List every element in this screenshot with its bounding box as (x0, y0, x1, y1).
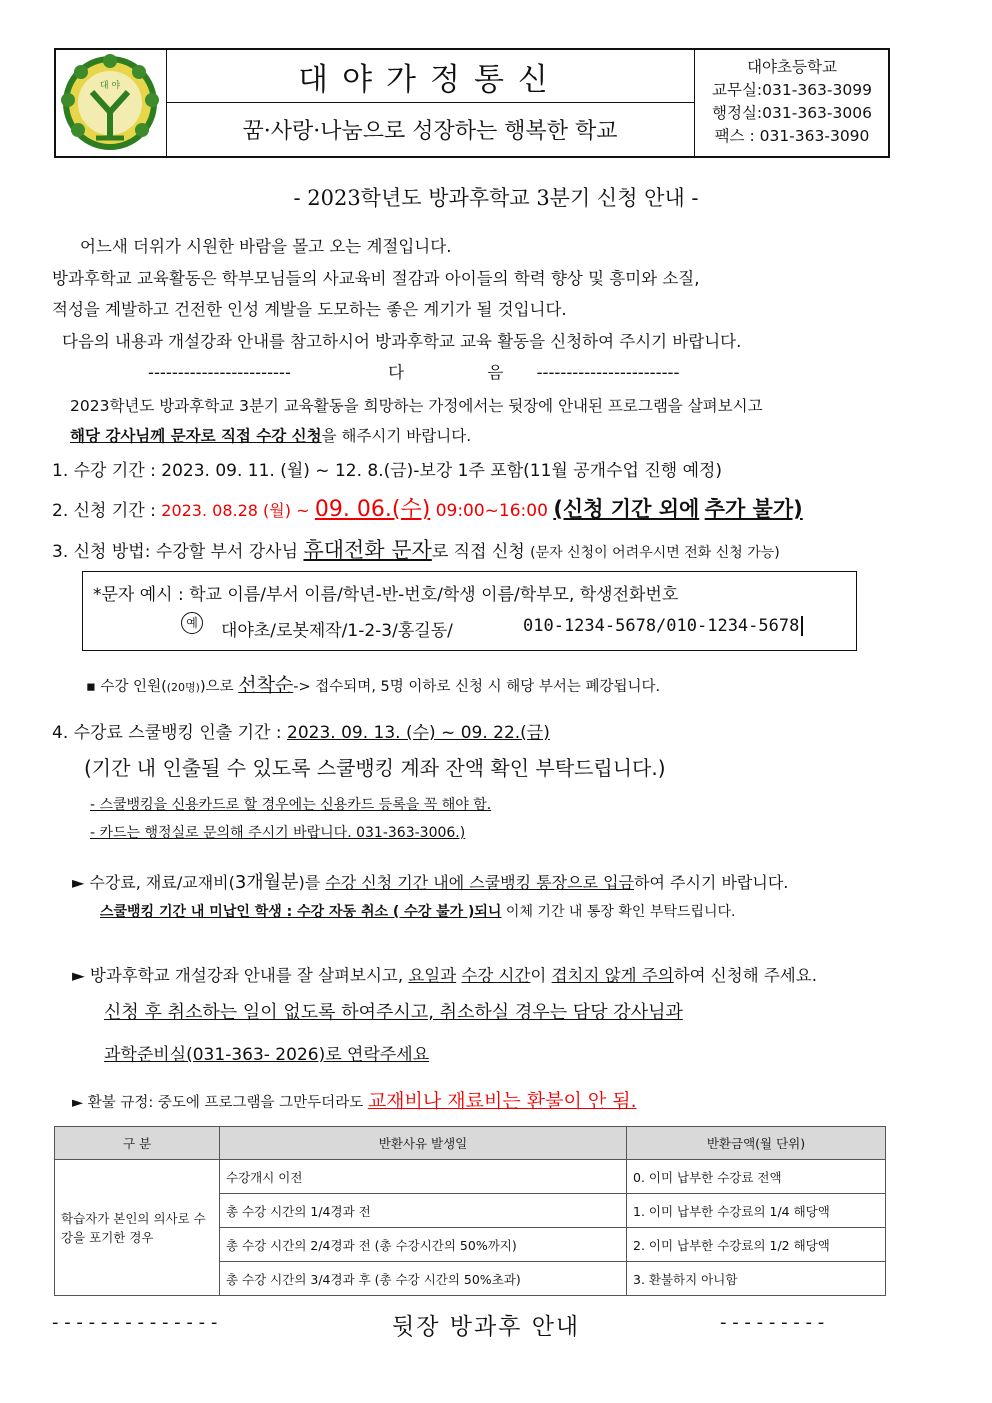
item-2-start: 2023. 08.28 (월) ~ (161, 501, 310, 520)
notice-rest: 을 해주시기 바랍니다. (321, 427, 472, 445)
capacity-e: -> 접수되며, 5명 이하로 신청 시 해당 부서는 폐강됩니다. (293, 679, 661, 695)
capacity-first-come: 선착순 (238, 674, 294, 696)
notice-line-2 (70, 424, 471, 446)
footer-dashes-left: - - - - - - - - - - - - - - (52, 1312, 218, 1333)
sms-example-line-2: 대야초/로봇제작/1-2-3/홍길동/ (221, 621, 453, 641)
capacity-b: (20명) (166, 681, 200, 694)
intro-line-1: 어느새 더위가 시원한 바람을 몰고 오는 계절입니다. (80, 237, 452, 256)
notice-line-1: 2023학년도 방과후학교 3분기 교육활동을 희망하는 가정에서는 뒷장에 안내된 프로그램을 살펴보시고 (70, 397, 763, 415)
bullet-2-c: 수강 시간 (461, 966, 531, 985)
item-2-label: 2. 신청 기간 : (52, 501, 156, 521)
bullet-1-f: 스쿨뱅킹 기간 내 미납인 학생 : 수강 자동 취소 ( 수강 불가 )되니 (100, 904, 502, 920)
title-cell (166, 50, 695, 156)
bullet-1-line-2 (100, 901, 735, 921)
item-4-withdrawal (52, 718, 550, 743)
table-cell-amount: 2. 이미 납부한 수강료의 1/2 해당액 (627, 1228, 886, 1262)
sms-example-line-1: *문자 예시 : 학교 이름/부서 이름/학년-반-번호/학생 이름/학부모, 학생전화번호 (93, 585, 679, 605)
refund-table (54, 1126, 886, 1296)
bullet-2-d: 이 (530, 966, 547, 985)
fax-number: 팩스 : 031-363-3090 (714, 127, 870, 145)
intro-line-3: 적성을 계발하고 건전한 인성 계발을 도모하는 좋은 계기가 될 것입니다. (52, 300, 567, 319)
bullet-2-a: ► 방과후학교 개설강좌 안내를 잘 살펴보시고, (72, 966, 404, 985)
divider-da: 다 (388, 363, 405, 382)
bullet-1-a: ► 수강료, 재료/교재비( (72, 873, 235, 892)
table-header-category: 구 분 (55, 1127, 220, 1160)
refund-rule (72, 1086, 637, 1113)
bullet-1-g: 이체 기간 내 통장 확인 부탁드립니다. (505, 904, 736, 920)
table-category-cell: 학습자가 본인의 의사로 수강을 포기한 경우 (55, 1160, 220, 1296)
capacity-note (86, 670, 660, 697)
school-logo-icon (56, 50, 164, 156)
item-2-time: 09:00~16:00 (435, 501, 548, 521)
item-3-note: (문자 신청이 어려우시면 전화 신청 가능) (530, 545, 780, 561)
footer-dashes-right: - - - - - - - - - (720, 1312, 825, 1333)
capacity-c: )으로 (199, 679, 234, 695)
bullet-2-f: 하여 신청해 주세요. (673, 966, 817, 985)
item-3-rest: 로 직접 신청 (431, 542, 525, 562)
item-4-label: 4. 수강료 스쿨뱅킹 인출 기간 : (52, 723, 282, 743)
contact-info (696, 50, 888, 156)
table-cell-reason: 총 수강 시간의 2/4경과 전 (총 수강시간의 50%까지) (220, 1228, 627, 1262)
item-3-method (52, 534, 780, 564)
bullet-2-line-1 (72, 962, 817, 986)
notice-emphasis: 해당 강사님께 문자로 직접 수강 신청 (70, 427, 322, 445)
bullet-2-b: 요일과 (408, 966, 457, 985)
table-cell-reason: 총 수강 시간의 3/4경과 후 (총 수강 시간의 50%초과) (220, 1262, 627, 1296)
table-header-row (55, 1127, 886, 1160)
refund-rule-a: ► 환불 규정: 중도에 프로그램을 그만두더라도 (72, 1095, 364, 1111)
item-3-label: 3. 신청 방법: 수강할 부서 강사님 (52, 542, 299, 562)
bullet-1-b: 3개월분 (234, 872, 299, 893)
item-2-apply-period (52, 492, 803, 523)
footer-next-page-note: 뒷장 방과후 안내 (392, 1314, 581, 1340)
bullet-2-line-3: 과학준비실(031-363- 2026)로 연락주세요 (104, 1045, 430, 1065)
item-4-card-note-1: - 스쿨뱅킹을 신용카드로 할 경우에는 신용카드 등록을 꼭 해야 함. (90, 797, 492, 813)
item-3-sms: 휴대전화 문자 (303, 538, 432, 562)
bullet-2-line-2: 신청 후 취소하는 일이 없도록 하여주시고, 취소하실 경우는 담당 강사님과 (104, 1002, 683, 1023)
bullet-1-d: 수강 신청 기간 내에 스쿨뱅킹 통장으로 입금 (325, 873, 634, 892)
table-cell-amount: 3. 환불하지 아니함 (627, 1262, 886, 1296)
table-cell-amount: 1. 이미 납부한 수강료의 1/4 해당액 (627, 1194, 886, 1228)
bullet-1-line-1 (72, 868, 788, 894)
capacity-a: ▪ 수강 인원( (86, 679, 167, 695)
newsletter-title: 대야가정통신 (166, 50, 694, 103)
table-cell-reason: 수강개시 이전 (220, 1160, 627, 1194)
sms-example-box (82, 571, 857, 651)
table-cell-reason: 총 수강 시간의 1/4경과 전 (220, 1194, 627, 1228)
intro-line-2: 방과후학교 교육활동은 학부모님들의 사교육비 절감과 아이들의 학력 향상 및 흥미와 소질, (52, 269, 700, 288)
phone-office: 교무실:031-363-3099 (712, 81, 872, 99)
phone-admin: 행정실:031-363-3006 (712, 104, 872, 122)
school-slogan: 꿈·사랑·나눔으로 성장하는 행복한 학교 (242, 118, 618, 144)
item-2-note-1: (신청 기간 외에 (553, 497, 700, 521)
logo-text: 대 야 (99, 81, 121, 91)
sms-example-phones: 010-1234-5678/010-1234-5678 (523, 616, 803, 636)
table-row (55, 1160, 886, 1194)
document-title: - 2023학년도 방과후학교 3분기 신청 안내 - (293, 186, 699, 210)
item-1-period: 1. 수강 기간 : 2023. 09. 11. (월) ~ 12. 8.(금)-보강 1주 포함(11월 공개수업 진행 예정) (52, 461, 723, 481)
item-4-dates: 2023. 09. 13. (수) ~ 09. 22.(금) (287, 723, 550, 743)
bullet-2-e: 겹치지 않게 주의 (551, 966, 674, 985)
item-2-end: 09. 06.(수) (314, 497, 431, 522)
table-header-amount: 반환금액(월 단위) (627, 1127, 886, 1160)
school-name: 대야초등학교 (747, 58, 837, 76)
bullet-1-e: 하여 주시기 바랍니다. (634, 873, 789, 892)
bullet-1-c: )를 (298, 873, 321, 892)
school-logo-cell (56, 50, 167, 156)
item-4-card-note-2: - 카드는 행정실로 문의해 주시기 바랍니다. 031-363-3006.) (90, 825, 466, 841)
intro-line-4: 다음의 내용과 개설강좌 안내를 참고하시어 방과후학교 교육 활동을 신청하여 주시기 바랍니다. (62, 332, 742, 351)
letterhead (54, 48, 890, 158)
refund-rule-b: 교재비나 재료비는 환불이 안 됨. (367, 1090, 637, 1112)
example-circle-icon: 예 (181, 612, 203, 634)
divider-dashes-right: ------------------------ (536, 363, 680, 382)
section-divider (148, 359, 848, 383)
divider-dashes-left: ------------------------ (148, 363, 291, 382)
item-2-note-2: 추가 불가) (704, 497, 803, 521)
table-header-reason: 반환사유 발생일 (220, 1127, 627, 1160)
table-cell-amount: 0. 이미 납부한 수강료 전액 (627, 1160, 886, 1194)
item-4-balance-note: (기간 내 인출될 수 있도록 스쿨뱅킹 계좌 잔액 확인 부탁드립니다.) (84, 756, 666, 780)
divider-eum: 음 (487, 363, 504, 382)
